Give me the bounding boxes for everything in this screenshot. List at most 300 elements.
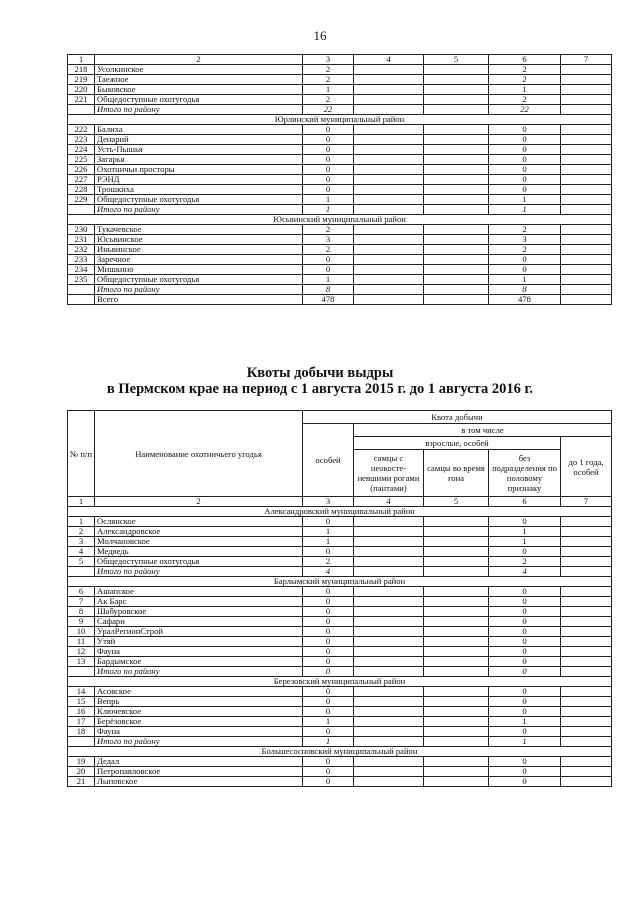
table-row bbox=[68, 537, 612, 547]
quota-males-antlers bbox=[354, 185, 424, 195]
column-number: 3 bbox=[303, 497, 354, 507]
quota-total: 0 bbox=[303, 597, 354, 607]
quota-young bbox=[561, 285, 612, 295]
quota-no-sex: 0 bbox=[489, 547, 561, 557]
quota-no-sex: 0 bbox=[489, 185, 561, 195]
quota-males-antlers bbox=[354, 537, 424, 547]
hunting-ground-name: Ашапское bbox=[95, 587, 303, 597]
hunting-ground-name: Быковское bbox=[95, 85, 303, 95]
table-row bbox=[68, 65, 612, 75]
quota-males-rut bbox=[424, 617, 489, 627]
table-row bbox=[68, 527, 612, 537]
table-row bbox=[68, 125, 612, 135]
quota-total: 0 bbox=[303, 265, 354, 275]
quota-no-sex: 0 bbox=[489, 145, 561, 155]
row-number: 15 bbox=[68, 697, 95, 707]
quota-males-rut bbox=[424, 175, 489, 185]
quota-no-sex: 0 bbox=[489, 777, 561, 787]
district-section-row bbox=[68, 677, 612, 687]
district-section-row bbox=[68, 215, 612, 225]
table-row bbox=[68, 697, 612, 707]
quota-no-sex: 0 bbox=[489, 707, 561, 717]
quota-males-antlers bbox=[354, 255, 424, 265]
header-osobey: особей bbox=[303, 424, 354, 497]
row-number: 226 bbox=[68, 165, 95, 175]
quota-young bbox=[561, 175, 612, 185]
quota-young bbox=[561, 527, 612, 537]
quota-young bbox=[561, 557, 612, 567]
quota-no-sex: 0 bbox=[489, 165, 561, 175]
hunting-ground-name: Шабуровское bbox=[95, 607, 303, 617]
quota-males-rut bbox=[424, 767, 489, 777]
quota-males-rut bbox=[424, 547, 489, 557]
total-row bbox=[68, 105, 612, 115]
hunting-ground-name: Сафари bbox=[95, 617, 303, 627]
quota-males-rut bbox=[424, 727, 489, 737]
quota-young bbox=[561, 767, 612, 777]
hunting-ground-name: Медведь bbox=[95, 547, 303, 557]
quota-total: 0 bbox=[303, 697, 354, 707]
quota-males-rut bbox=[424, 285, 489, 295]
quota-young bbox=[561, 195, 612, 205]
quota-young bbox=[561, 617, 612, 627]
quota-total: 2 bbox=[303, 95, 354, 105]
quota-males-antlers bbox=[354, 195, 424, 205]
row-number: 232 bbox=[68, 245, 95, 255]
quota-males-antlers bbox=[354, 737, 424, 747]
quota-no-sex: 0 bbox=[489, 667, 561, 677]
hunting-ground-name: Таежное bbox=[95, 75, 303, 85]
quota-young bbox=[561, 727, 612, 737]
quota-young bbox=[561, 737, 612, 747]
quota-males-rut bbox=[424, 275, 489, 285]
quota-males-antlers bbox=[354, 85, 424, 95]
quota-males-antlers bbox=[354, 757, 424, 767]
quota-young bbox=[561, 647, 612, 657]
hunting-ground-name: Александровское bbox=[95, 527, 303, 537]
quota-young bbox=[561, 547, 612, 557]
table-row bbox=[68, 727, 612, 737]
quota-males-rut bbox=[424, 567, 489, 577]
quota-males-antlers bbox=[354, 657, 424, 667]
header-no-sex: без подразделения по половому признаку bbox=[489, 450, 561, 497]
quota-no-sex: 8 bbox=[489, 285, 561, 295]
table-row bbox=[68, 75, 612, 85]
table-row bbox=[68, 517, 612, 527]
quota-males-antlers bbox=[354, 617, 424, 627]
quota-no-sex: 0 bbox=[489, 617, 561, 627]
quota-males-antlers bbox=[354, 527, 424, 537]
otter-quota-period: в Пермском крае на период с 1 августа 2015 г. до 1 августа 2016 г. bbox=[106, 381, 534, 397]
quota-males-rut bbox=[424, 527, 489, 537]
quota-males-antlers bbox=[354, 275, 424, 285]
hunting-ground-name: Общедоступные охотугодья bbox=[95, 195, 303, 205]
district-section-row bbox=[68, 577, 612, 587]
quota-young bbox=[561, 165, 612, 175]
district-name: Александровский муниципальный район bbox=[68, 507, 612, 517]
hunting-quota-table-continued bbox=[67, 54, 612, 305]
quota-males-rut bbox=[424, 687, 489, 697]
table-row bbox=[68, 777, 612, 787]
quota-total: 0 bbox=[303, 657, 354, 667]
quota-total: 4 bbox=[303, 567, 354, 577]
quota-no-sex: 2 bbox=[489, 65, 561, 75]
quota-males-rut bbox=[424, 597, 489, 607]
quota-total: 0 bbox=[303, 175, 354, 185]
total-row bbox=[68, 285, 612, 295]
quota-total: 22 bbox=[303, 105, 354, 115]
quota-no-sex: 0 bbox=[489, 637, 561, 647]
quota-no-sex: 4 bbox=[489, 567, 561, 577]
table-row bbox=[68, 225, 612, 235]
quota-total: 0 bbox=[303, 637, 354, 647]
quota-young bbox=[561, 155, 612, 165]
row-number: 14 bbox=[68, 687, 95, 697]
quota-males-rut bbox=[424, 587, 489, 597]
quota-no-sex: 0 bbox=[489, 627, 561, 637]
quota-males-antlers bbox=[354, 135, 424, 145]
quota-total: 0 bbox=[303, 727, 354, 737]
row-number: 7 bbox=[68, 597, 95, 607]
quota-young bbox=[561, 65, 612, 75]
quota-no-sex: 1 bbox=[489, 717, 561, 727]
hunting-ground-name: Фауна bbox=[95, 727, 303, 737]
hunting-ground-name: Берёзовское bbox=[95, 717, 303, 727]
quota-total: 0 bbox=[303, 135, 354, 145]
quota-young bbox=[561, 627, 612, 637]
column-number: 1 bbox=[68, 497, 95, 507]
row-number: 6 bbox=[68, 587, 95, 597]
quota-total: 2 bbox=[303, 65, 354, 75]
quota-no-sex: 0 bbox=[489, 687, 561, 697]
hunting-ground-name: Итого по району bbox=[95, 567, 303, 577]
quota-males-antlers bbox=[354, 285, 424, 295]
quota-no-sex: 0 bbox=[489, 607, 561, 617]
hunting-ground-name: Балиха bbox=[95, 125, 303, 135]
quota-young bbox=[561, 517, 612, 527]
hunting-ground-name: Бардымское bbox=[95, 657, 303, 667]
quota-males-rut bbox=[424, 607, 489, 617]
total-row bbox=[68, 567, 612, 577]
row-number: 234 bbox=[68, 265, 95, 275]
district-name: Юсьвинский муниципальный район bbox=[68, 215, 612, 225]
quota-males-rut bbox=[424, 295, 489, 305]
hunting-ground-name: Асовское bbox=[95, 687, 303, 697]
quota-young bbox=[561, 135, 612, 145]
quota-males-antlers bbox=[354, 165, 424, 175]
hunting-ground-name: Общедоступные охотугодья bbox=[95, 95, 303, 105]
quota-no-sex: 1 bbox=[489, 527, 561, 537]
table-row bbox=[68, 85, 612, 95]
quota-males-antlers bbox=[354, 125, 424, 135]
header-name: Наименование охотничьего угодья bbox=[95, 411, 303, 497]
header-incl: в том числе bbox=[354, 424, 612, 437]
hunting-ground-name: Мишкино bbox=[95, 265, 303, 275]
hunting-ground-name: Ключевское bbox=[95, 707, 303, 717]
quota-males-antlers bbox=[354, 767, 424, 777]
quota-young bbox=[561, 145, 612, 155]
row-number: 1 bbox=[68, 517, 95, 527]
row-number: 8 bbox=[68, 607, 95, 617]
table-row bbox=[68, 235, 612, 245]
row-number: 9 bbox=[68, 617, 95, 627]
table-row bbox=[68, 135, 612, 145]
quota-no-sex: 0 bbox=[489, 767, 561, 777]
otter-quota-title: Квоты добычи выдры bbox=[246, 365, 394, 381]
quota-total: 8 bbox=[303, 285, 354, 295]
quota-total: 0 bbox=[303, 255, 354, 265]
quota-young bbox=[561, 717, 612, 727]
quota-no-sex: 2 bbox=[489, 557, 561, 567]
quota-males-antlers bbox=[354, 777, 424, 787]
quota-no-sex: 1 bbox=[489, 737, 561, 747]
quota-males-rut bbox=[424, 185, 489, 195]
quota-no-sex: 1 bbox=[489, 85, 561, 95]
quota-total: 0 bbox=[303, 125, 354, 135]
quota-total: 0 bbox=[303, 145, 354, 155]
row-number: 218 bbox=[68, 65, 95, 75]
quota-young bbox=[561, 295, 612, 305]
quota-total: 0 bbox=[303, 757, 354, 767]
quota-males-antlers bbox=[354, 697, 424, 707]
row-number: 235 bbox=[68, 275, 95, 285]
row-number bbox=[68, 295, 95, 305]
hunting-ground-name: Иньвинское bbox=[95, 245, 303, 255]
quota-young bbox=[561, 587, 612, 597]
row-number: 18 bbox=[68, 727, 95, 737]
table-row bbox=[68, 95, 612, 105]
quota-males-rut bbox=[424, 75, 489, 85]
column-number: 6 bbox=[489, 55, 561, 65]
quota-young bbox=[561, 225, 612, 235]
row-number: 225 bbox=[68, 155, 95, 165]
quota-total: 0 bbox=[303, 617, 354, 627]
row-number: 228 bbox=[68, 185, 95, 195]
quota-males-antlers bbox=[354, 627, 424, 637]
quota-total: 0 bbox=[303, 627, 354, 637]
table-row bbox=[68, 757, 612, 767]
otter-quota-table bbox=[67, 410, 612, 787]
quota-total: 1 bbox=[303, 85, 354, 95]
table-row bbox=[68, 617, 612, 627]
quota-males-antlers bbox=[354, 687, 424, 697]
district-name: Березовский муниципальный район bbox=[68, 677, 612, 687]
hunting-ground-name: Общедоступные охотугодья bbox=[95, 275, 303, 285]
hunting-ground-name: Дедал bbox=[95, 757, 303, 767]
table-row bbox=[68, 145, 612, 155]
header-quota: Квота добычи bbox=[303, 411, 612, 424]
quota-total: 0 bbox=[303, 707, 354, 717]
quota-males-rut bbox=[424, 225, 489, 235]
quota-males-antlers bbox=[354, 567, 424, 577]
quota-no-sex: 2 bbox=[489, 225, 561, 235]
district-section-row bbox=[68, 115, 612, 125]
quota-males-rut bbox=[424, 65, 489, 75]
row-number: 11 bbox=[68, 637, 95, 647]
quota-total: 0 bbox=[303, 777, 354, 787]
header-males-antlers: самцы с неокосте-невшими рогами (пантами) bbox=[354, 450, 424, 497]
quota-males-antlers bbox=[354, 155, 424, 165]
district-name: Большесосновский муниципальный район bbox=[68, 747, 612, 757]
row-number bbox=[68, 205, 95, 215]
header-adults: взрослые, особей bbox=[354, 437, 561, 450]
quota-total: 3 bbox=[303, 235, 354, 245]
quota-total: 2 bbox=[303, 245, 354, 255]
quota-males-rut bbox=[424, 557, 489, 567]
quota-males-antlers bbox=[354, 225, 424, 235]
row-number: 5 bbox=[68, 557, 95, 567]
quota-total: 0 bbox=[303, 587, 354, 597]
quota-total: 2 bbox=[303, 225, 354, 235]
row-number: 230 bbox=[68, 225, 95, 235]
quota-males-antlers bbox=[354, 547, 424, 557]
table-row bbox=[68, 627, 612, 637]
quota-young bbox=[561, 687, 612, 697]
quota-males-antlers bbox=[354, 75, 424, 85]
hunting-ground-name: Фауна bbox=[95, 647, 303, 657]
quota-young bbox=[561, 265, 612, 275]
quota-no-sex: 0 bbox=[489, 255, 561, 265]
row-number: 16 bbox=[68, 707, 95, 717]
quota-young bbox=[561, 657, 612, 667]
hunting-ground-name: Петропавловское bbox=[95, 767, 303, 777]
quota-young bbox=[561, 777, 612, 787]
quota-no-sex: 1 bbox=[489, 275, 561, 285]
quota-total: 0 bbox=[303, 155, 354, 165]
hunting-ground-name: Трошкиха bbox=[95, 185, 303, 195]
hunting-ground-name: Заречное bbox=[95, 255, 303, 265]
column-number: 3 bbox=[303, 55, 354, 65]
quota-young bbox=[561, 95, 612, 105]
column-number: 2 bbox=[95, 497, 303, 507]
table-row bbox=[68, 557, 612, 567]
quota-young bbox=[561, 597, 612, 607]
quota-males-rut bbox=[424, 205, 489, 215]
quota-males-antlers bbox=[354, 597, 424, 607]
quota-males-antlers bbox=[354, 717, 424, 727]
row-number: 13 bbox=[68, 657, 95, 667]
quota-males-rut bbox=[424, 245, 489, 255]
quota-no-sex: 478 bbox=[489, 295, 561, 305]
row-number: 227 bbox=[68, 175, 95, 185]
quota-total: 0 bbox=[303, 165, 354, 175]
quota-no-sex: 3 bbox=[489, 235, 561, 245]
quota-no-sex: 1 bbox=[489, 537, 561, 547]
quota-total: 2 bbox=[303, 557, 354, 567]
table-row bbox=[68, 175, 612, 185]
row-number: 231 bbox=[68, 235, 95, 245]
hunting-ground-name: Загарья bbox=[95, 155, 303, 165]
row-number bbox=[68, 105, 95, 115]
hunting-ground-name: РЭНД bbox=[95, 175, 303, 185]
quota-young bbox=[561, 707, 612, 717]
quota-males-rut bbox=[424, 757, 489, 767]
column-number-row bbox=[68, 497, 612, 507]
hunting-ground-name: Вепрь bbox=[95, 697, 303, 707]
table-row bbox=[68, 165, 612, 175]
quota-young bbox=[561, 607, 612, 617]
quota-males-antlers bbox=[354, 95, 424, 105]
row-number: 10 bbox=[68, 627, 95, 637]
table-row bbox=[68, 717, 612, 727]
table-row bbox=[68, 597, 612, 607]
quota-males-antlers bbox=[354, 205, 424, 215]
district-section-row bbox=[68, 747, 612, 757]
quota-males-antlers bbox=[354, 637, 424, 647]
quota-young bbox=[561, 245, 612, 255]
table-row bbox=[68, 657, 612, 667]
district-name: Барлымский муниципальный район bbox=[68, 577, 612, 587]
quota-males-rut bbox=[424, 95, 489, 105]
quota-males-rut bbox=[424, 667, 489, 677]
quota-no-sex: 0 bbox=[489, 155, 561, 165]
quota-males-rut bbox=[424, 777, 489, 787]
row-number: 233 bbox=[68, 255, 95, 265]
table-row bbox=[68, 587, 612, 597]
row-number: 224 bbox=[68, 145, 95, 155]
quota-young bbox=[561, 757, 612, 767]
row-number: 220 bbox=[68, 85, 95, 95]
quota-total: 1 bbox=[303, 527, 354, 537]
column-number: 1 bbox=[68, 55, 95, 65]
quota-males-antlers bbox=[354, 517, 424, 527]
table-row bbox=[68, 155, 612, 165]
quota-males-rut bbox=[424, 85, 489, 95]
quota-males-rut bbox=[424, 707, 489, 717]
page-number: 16 bbox=[313, 28, 327, 43]
hunting-ground-name: Охотничьи просторы bbox=[95, 165, 303, 175]
quota-no-sex: 0 bbox=[489, 697, 561, 707]
hunting-ground-name: Усолкинское bbox=[95, 65, 303, 75]
header-num: № п/п bbox=[68, 411, 95, 497]
quota-males-antlers bbox=[354, 647, 424, 657]
quota-young bbox=[561, 275, 612, 285]
quota-total: 0 bbox=[303, 767, 354, 777]
quota-young bbox=[561, 667, 612, 677]
quota-males-antlers bbox=[354, 245, 424, 255]
quota-males-rut bbox=[424, 105, 489, 115]
column-number-row bbox=[68, 55, 612, 65]
column-number: 4 bbox=[354, 55, 424, 65]
hunting-ground-name: Тукачевское bbox=[95, 225, 303, 235]
quota-males-rut bbox=[424, 717, 489, 727]
hunting-ground-name: Усть-Пышья bbox=[95, 145, 303, 155]
quota-no-sex: 0 bbox=[489, 657, 561, 667]
quota-males-antlers bbox=[354, 65, 424, 75]
total-row bbox=[68, 667, 612, 677]
quota-males-antlers bbox=[354, 587, 424, 597]
table-row bbox=[68, 245, 612, 255]
quota-no-sex: 1 bbox=[489, 205, 561, 215]
quota-males-antlers bbox=[354, 557, 424, 567]
quota-total: 1 bbox=[303, 205, 354, 215]
quota-males-rut bbox=[424, 135, 489, 145]
quota-no-sex: 2 bbox=[489, 245, 561, 255]
header-young: до 1 года, особей bbox=[561, 437, 612, 497]
row-number bbox=[68, 667, 95, 677]
hunting-ground-name: Юсьвинское bbox=[95, 235, 303, 245]
column-number: 2 bbox=[95, 55, 303, 65]
quota-young bbox=[561, 235, 612, 245]
hunting-ground-name: Итого по району bbox=[95, 667, 303, 677]
column-number: 7 bbox=[561, 497, 612, 507]
quota-no-sex: 0 bbox=[489, 597, 561, 607]
quota-no-sex: 0 bbox=[489, 757, 561, 767]
table-row bbox=[68, 767, 612, 777]
row-number: 4 bbox=[68, 547, 95, 557]
quota-young bbox=[561, 75, 612, 85]
quota-males-rut bbox=[424, 165, 489, 175]
